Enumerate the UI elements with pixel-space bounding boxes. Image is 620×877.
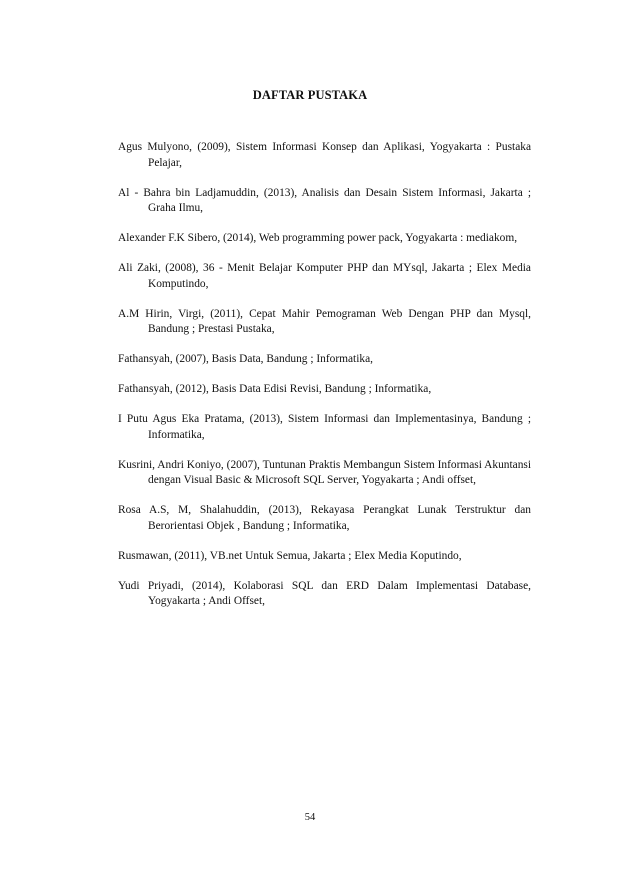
reference-item: Rosa A.S, M, Shalahuddin, (2013), Rekayasa Perangkat Lunak Terstruktur dan Berorientasi Objek , Bandung ; Informatika, xyxy=(118,504,531,532)
reference-item: Ali Zaki, (2008), 36 - Menit Belajar Komputer PHP dan MYsql, Jakarta ; Elex Media Komputindo, xyxy=(118,262,531,290)
reference-item: Rusmawan, (2011), VB.net Untuk Semua, Jakarta ; Elex Media Koputindo, xyxy=(118,549,462,562)
reference-item: Fathansyah, (2012), Basis Data Edisi Revisi, Bandung ; Informatika, xyxy=(118,383,432,395)
reference-item: A.M Hirin, Virgi, (2011), Cepat Mahir Pemograman Web Dengan PHP dan Mysql, Bandung ; Prestasi Pustaka, xyxy=(118,307,531,335)
reference-item: Kusrini, Andri Koniyo, (2007), Tuntunan Praktis Membangun Sistem Informasi Akuntansi dengan Visual Basic & Microsoft SQL Server, Yogyakarta ; Andi offset, xyxy=(118,458,531,486)
page-title: DAFTAR PUSTAKA xyxy=(252,88,368,102)
reference-item: Al - Bahra bin Ladjamuddin, (2013), Analisis dan Desain Sistem Informasi, Jakarta ; Graha Ilmu, xyxy=(118,186,531,214)
reference-item: Fathansyah, (2007), Basis Data, Bandung ; Informatika, xyxy=(118,353,373,365)
page-number: 54 xyxy=(304,812,316,823)
reference-list xyxy=(118,140,531,624)
reference-item: Yudi Priyadi, (2014), Kolaborasi SQL dan ERD Dalam Implementasi Database, Yogyakarta ; Andi Offset, xyxy=(118,579,531,607)
reference-item: I Putu Agus Eka Pratama, (2013), Sistem Informasi dan Implementasinya, Bandung ; Informatika, xyxy=(118,413,531,441)
reference-item: Alexander F.K Sibero, (2014), Web programming power pack, Yogyakarta : mediakom, xyxy=(118,232,518,244)
reference-item: Agus Mulyono, (2009), Sistem Informasi Konsep dan Aplikasi, Yogyakarta : Pustaka Pelajar, xyxy=(118,141,531,169)
